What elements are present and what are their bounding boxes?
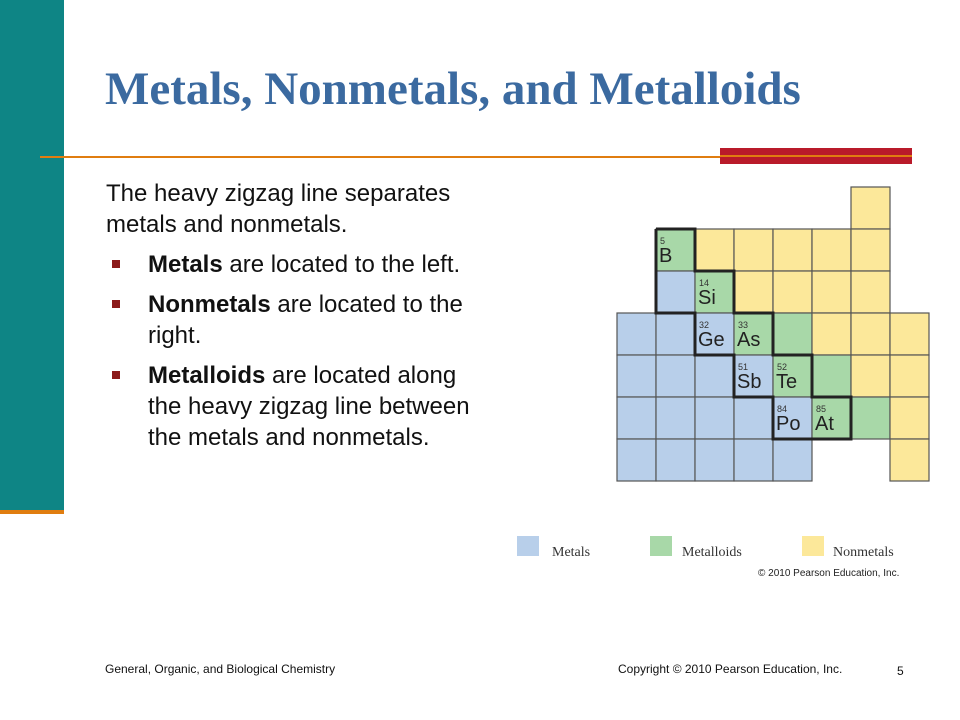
figure-copyright: © 2010 Pearson Education, Inc. [758,568,900,579]
bullet-metals [106,249,486,280]
element-number: 84 [777,404,788,414]
element-cell-nonmetal [734,271,773,313]
element-cell-metal [734,397,773,439]
element-cell-nonmetal [890,397,929,439]
element-cell-metalloid [851,397,890,439]
element-symbol: At [815,413,834,435]
bullet-term: Metals [148,251,223,278]
element-cell-metal [617,397,656,439]
element-symbol: B [659,245,673,267]
footer-copyright: Copyright © 2010 Pearson Education, Inc. [618,662,843,676]
element-cell-nonmetal [812,271,851,313]
element-cell-nonmetal [851,355,890,397]
page-number: 5 [897,664,904,678]
element-symbol: Sb [737,371,762,393]
element-cell-metal [773,439,812,481]
bullet-square-icon [112,300,120,308]
figure-legend [517,536,894,560]
element-cell-metalloid [773,313,812,355]
bullet-nonmetals [106,289,486,351]
element-cell-metal [656,439,695,481]
element-cell-nonmetal [695,229,734,271]
element-cell-nonmetal [851,229,890,271]
element-symbol: As [737,329,761,351]
element-cell-metal [734,439,773,481]
bullet-text: are located along the heavy zigzag line between the metals and nonmetals. [148,362,470,451]
element-cell-nonmetal [851,313,890,355]
element-cell-metal [656,355,695,397]
bullet-square-icon [112,371,120,379]
element-cell-metal [656,271,695,313]
bullet-list [106,249,486,453]
element-number: 33 [738,320,749,330]
element-cell-nonmetal [890,439,929,481]
element-number: 85 [816,404,827,414]
element-cell-metal [656,397,695,439]
left-accent-bar [0,0,64,512]
element-cell-nonmetal [812,229,851,271]
legend-swatch-nonmetals [802,536,824,556]
element-number: 32 [699,320,710,330]
bullet-square-icon [112,260,120,268]
slide-title: Metals, Nonmetals, and Metalloids [105,63,801,115]
element-cell-metal [695,397,734,439]
element-cell-nonmetal [851,271,890,313]
element-cell-nonmetal [890,313,929,355]
element-cell-metal [695,439,734,481]
legend-label-nonmetals: Nonmetals [833,545,894,560]
element-cell-nonmetal [890,355,929,397]
title-underline-accent [720,148,912,164]
bullet-text: are located to the right. [148,291,463,349]
element-number: 51 [738,362,749,372]
bullet-text: are located to the left. [222,251,461,278]
footer-course-title: General, Organic, and Biological Chemistry [105,662,336,676]
slide-body [106,178,486,462]
element-cell-metalloid [812,355,851,397]
element-cell-nonmetal [812,313,851,355]
left-accent-bar-edge [0,510,64,514]
bullet-term: Metalloids [148,362,266,389]
element-symbol: Si [698,287,716,309]
periodic-table-diagram [510,178,930,588]
legend-label-metals: Metals [552,545,591,560]
bullet-metalloids [106,360,486,453]
element-cell-metal [695,355,734,397]
element-symbol: Ge [698,329,725,351]
bullet-term: Nonmetals [148,291,271,318]
periodic-table-figure [510,178,930,588]
element-cell-metal [617,355,656,397]
element-cell-nonmetal [773,271,812,313]
legend-swatch-metalloids [650,536,672,556]
legend-label-metalloids: Metalloids [682,545,742,560]
element-cell-metal [656,313,695,355]
element-number: 52 [777,362,788,372]
element-cell-nonmetal [851,187,890,229]
element-cell-metal [617,439,656,481]
element-symbol: Te [776,371,798,393]
element-cell-nonmetal [734,229,773,271]
element-symbol: Po [776,413,801,435]
element-cell-metal [617,313,656,355]
intro-text: The heavy zigzag line separates metals and nonmetals. [106,180,451,238]
element-number: 14 [699,278,710,288]
element-number: 5 [660,236,666,246]
legend-swatch-metals [517,536,539,556]
element-cell-nonmetal [773,229,812,271]
